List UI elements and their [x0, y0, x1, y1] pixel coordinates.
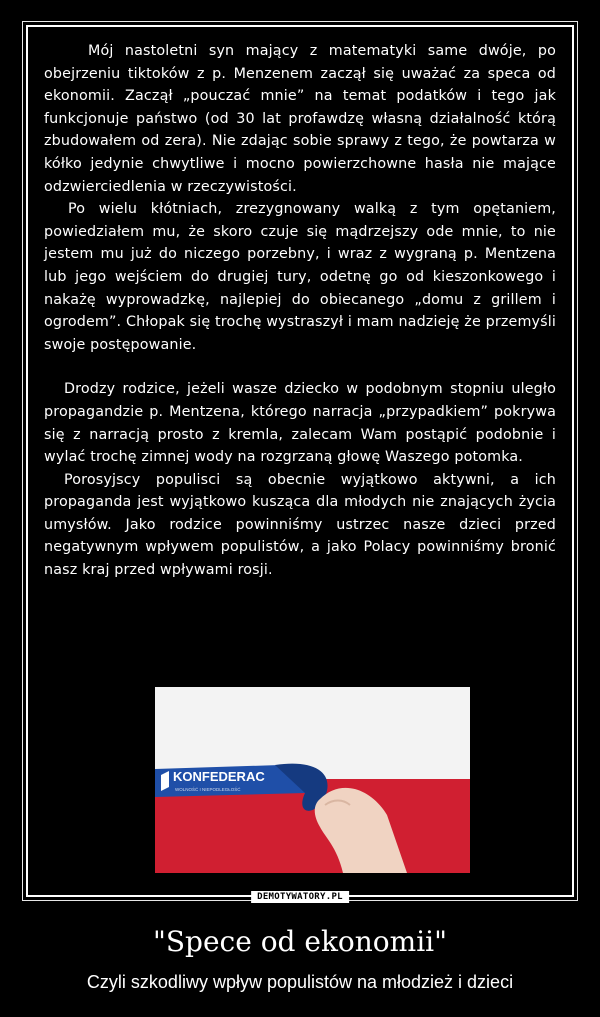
site-watermark: DEMOTYWATORY.PL: [251, 891, 349, 903]
paragraph-1: Mój nastoletni syn mający z matematyki same dwóje, po obejrzeniu tiktoków z p. Menzenem zaczął się uważać za speca od ekonomii. Zaczął „pouczać mnie” na temat podatków i tego jak funkcjonuje państwo (od 30 lat profawdzę własną działalność którą zbudowałem od zera). Nie zdając sobie sprawy z tego, że powtarza w kółko jedynie chwytliwe i mocno powierzchowne hasła nie mające odzwierciedlenia w rzeczywistości.: [44, 43, 556, 195]
post-text: [44, 40, 556, 582]
flag-illustration: [155, 687, 470, 873]
poster-title: "Spece od ekonomii": [152, 925, 447, 958]
demotivator-inner-border: [26, 25, 574, 897]
demotivator-frame: [22, 21, 578, 901]
paragraph-2: Po wielu kłótniach, zrezygnowany walką z tym opętaniem, powiedziałem mu, że skoro czuje się mądrzejszy ode mnie, to nie jestem mu już do niczego porzebny, i wraz z wygraną p. Mentzena lub jego wejściem do drugiej tury, odetnę go od kieszonkowego i nakażę wyprowadzkę, najlepiej do obiecanego „domu z grillem i ogrodem”. Chłopak się trochę wystraszył i mam nadzieję że przemyśli swoje postępowanie.: [44, 201, 556, 353]
flag-tape-photo: [155, 687, 470, 873]
paragraph-3: Drodzy rodzice, jeżeli wasze dziecko w podobnym stopniu uległo propagandzie p. Mentzena, którego narracja „przypadkiem” pokrywa się z narracją prosto z kremla, zalecam Wam postąpić podobnie i wylać trochę zimnej wody na rozgrzaną głowę Waszego potomka.: [44, 381, 556, 466]
logo-text: KONFEDERAC: [173, 769, 265, 784]
logo-subtext: WOLNOŚĆ I NIEPODLEGŁOŚĆ: [175, 787, 241, 792]
paragraph-4: Porosyjscy populisci są obecnie wyjątkowo aktywni, a ich propaganda jest wyjątkowo kusząca dla młodych nie znających życia umysłów. Jako rodzice powinniśmy ustrzec nasze dzieci przed negatywnym wpływem populistów, a jako Polacy powinniśmy bronić nasz kraj przed wpływami rosji.: [44, 471, 556, 579]
poster-subtitle: Czyli szkodliwy wpływ populistów na młodzież i dzieci: [86, 972, 514, 992]
